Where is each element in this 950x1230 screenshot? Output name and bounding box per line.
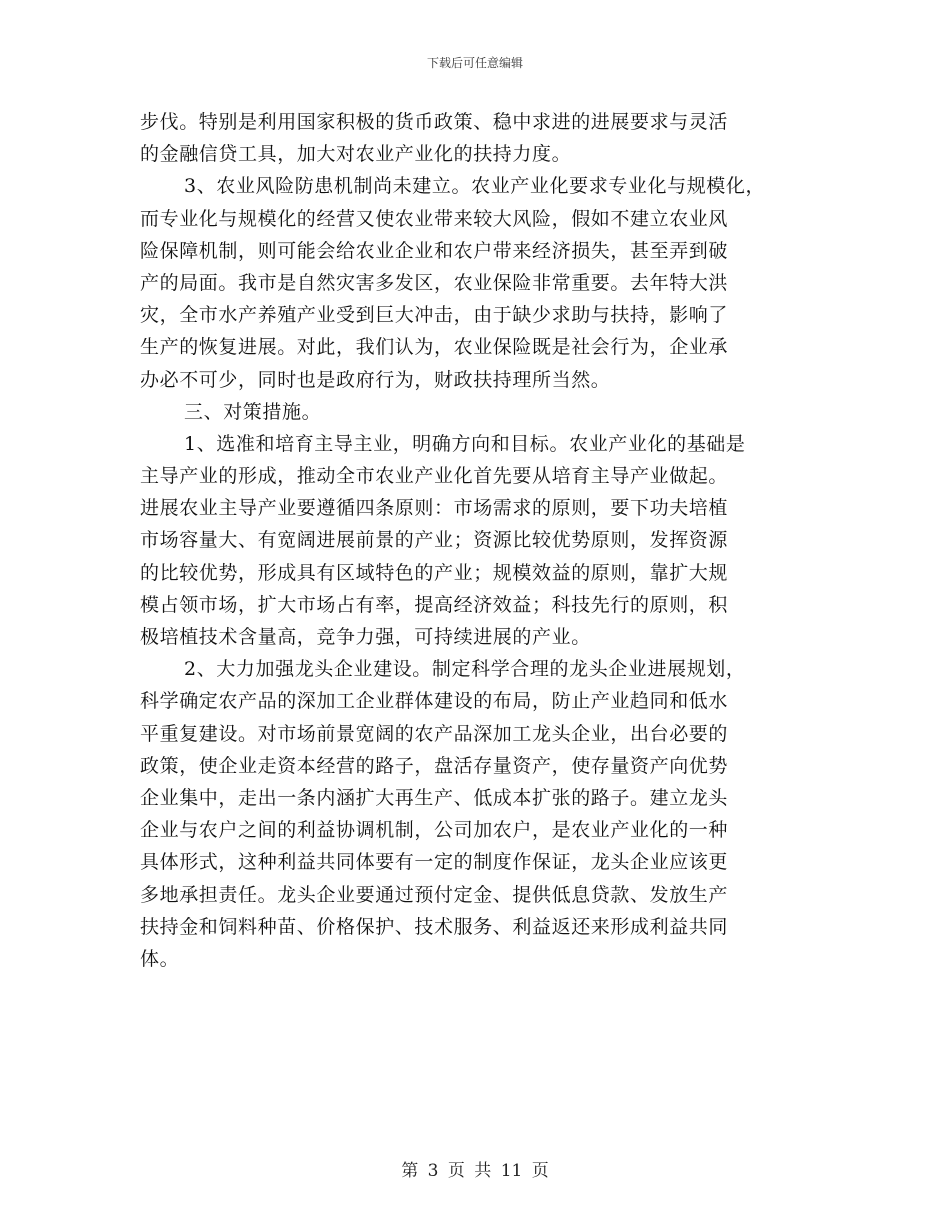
text-line: 的金融信贷工具，加大对农业产业化的扶持力度。: [140, 143, 572, 166]
text-line: 的比较优势，形成具有区域特色的产业；规模效益的原则，靠扩大规: [140, 561, 729, 584]
text-line: 市场容量大、有宽阔进展前景的产业；资源比较优势原则，发挥资源: [140, 529, 729, 552]
text-line: 生产的恢复进展。对此，我们认为，农业保险既是社会行为，企业承: [140, 336, 729, 359]
text-line: 政策，使企业走资本经营的路子，盘活存量资产，使存量资产向优势: [140, 754, 729, 777]
text-line: 体。: [140, 947, 180, 970]
text-line: 主导产业的形成，推动全市农业产业化首先要从培育主导产业做起。: [140, 465, 729, 488]
text-line: 灾，全市水产养殖产业受到巨大冲击，由于缺少求助与扶持，影响了: [140, 304, 729, 327]
text-line: 进展农业主导产业要遵循四条原则：市场需求的原则，要下功夫培植: [140, 497, 729, 520]
text-line: 极培植技术含量高，竞争力强，可持续进展的产业。: [140, 626, 591, 648]
text-line: 产的局面。我市是自然灾害多发区，农业保险非常重要。去年特大洪: [140, 271, 729, 294]
page-footer: 第 3 页 共 11 页: [401, 1161, 549, 1181]
text-line: 扶持金和饲料种苗、价格保护、技术服务、利益返还来形成利益共同: [140, 915, 729, 938]
paragraph-start: 3、农业风险防患机制尚未建立。农业产业化要求专业化与规模化，: [184, 175, 766, 198]
paragraph-start: 1、选准和培育主导主业，明确方向和目标。农业产业化的基础是: [184, 432, 746, 455]
section-heading: 三、对策措施。: [184, 400, 322, 423]
text-line: 多地承担责任。龙头企业要通过预付定金、提供低息贷款、发放生产: [140, 883, 729, 906]
text-line: 险保障机制，则可能会给农业企业和农户带来经济损失，甚至弄到破: [140, 239, 729, 262]
text-line: 步伐。特别是利用国家积极的货币政策、稳中求进的进展要求与灵活: [140, 111, 729, 133]
text-line: 模占领市场，扩大市场占有率，提高经济效益；科技先行的原则，积: [140, 593, 729, 616]
document-body: [140, 106, 830, 975]
text-line: 具体形式，这种利益共同体要有一定的制度作保证，龙头企业应该更: [140, 851, 729, 874]
text-line: 企业集中，走出一条内涵扩大再生产、低成本扩张的路子。建立龙头: [140, 786, 729, 809]
text-line: 办必不可少，同时也是政府行为，财政扶持理所当然。: [140, 368, 611, 391]
text-line: 平重复建设。对市场前景宽阔的农产品深加工龙头企业，出台必要的: [140, 722, 729, 745]
paragraph-start: 2、大力加强龙头企业建设。制定科学合理的龙头企业进展规划，: [184, 658, 746, 681]
text-line: 科学确定农产品的深加工企业群体建设的布局，防止产业趋同和低水: [140, 690, 729, 713]
page-header: 下载后可任意编辑: [426, 56, 523, 70]
text-line: 而专业化与规模化的经营又使农业带来较大风险，假如不建立农业风: [140, 207, 729, 230]
text-line: 企业与农户之间的利益协调机制，公司加农户，是农业产业化的一种: [140, 819, 729, 842]
